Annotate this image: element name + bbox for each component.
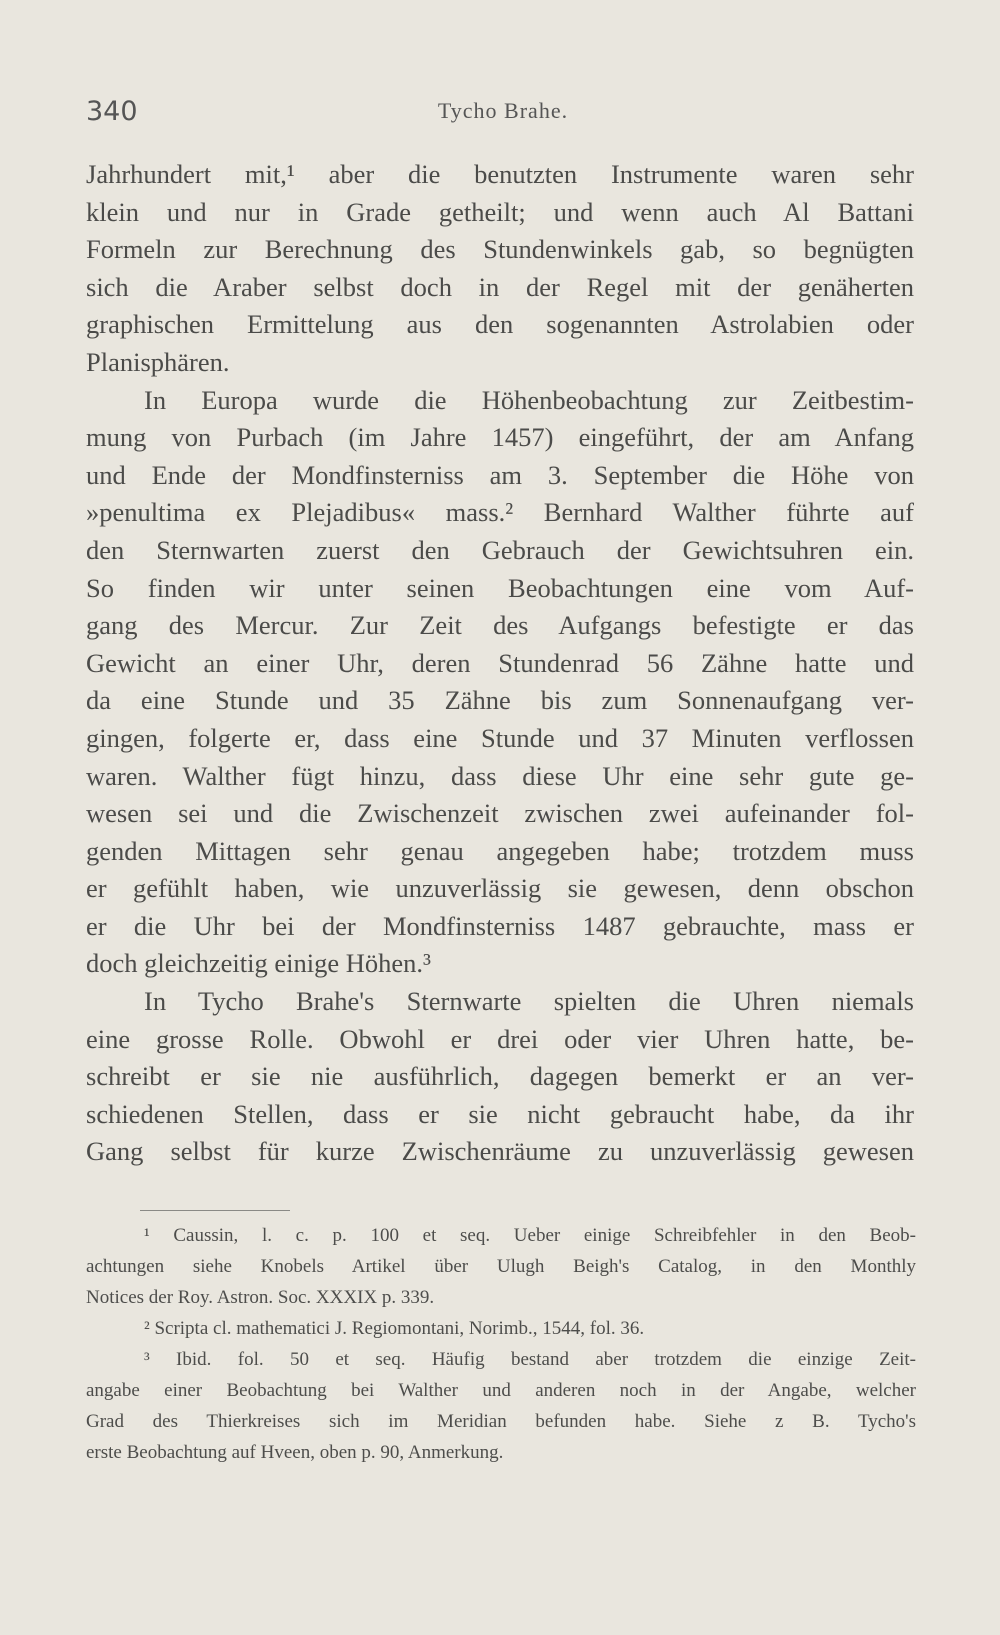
text-line: genden Mittagen sehr genau angegeben habe; trotzdem muss [86,835,914,866]
footnote-line: erste Beobachtung auf Hveen, oben p. 90, Anmerkung. [86,1442,504,1463]
footnote-line: ¹ Caussin, l. c. p. 100 et seq. Ueber einige Schreibfehler in den Beob- [144,1225,916,1246]
paragraph-1 [86,156,914,382]
text-line: schiedenen Stellen, dass er sie nicht gebraucht habe, da ihr [86,1098,914,1129]
text-line: gingen, folgerte er, dass eine Stunde und 37 Minuten verflossen [86,722,914,753]
footnote-1 [86,1220,916,1313]
text-line: und Ende der Mondfinsterniss am 3. September die Höhe von [86,459,914,490]
text-line: Planisphären. [86,346,230,377]
footnote-line: angabe einer Beobachtung bei Walther und anderen noch in der Angabe, welcher [86,1380,916,1401]
text-line: waren. Walther fügt hinzu, dass diese Uhr eine sehr gute ge- [86,760,914,791]
footnote-line: achtungen siehe Knobels Artikel über Ulugh Beigh's Catalog, in den Monthly [86,1256,916,1277]
text-line: Gang selbst für kurze Zwischenräume zu unzuverlässig gewesen [86,1136,914,1167]
footnote-line: ³ Ibid. fol. 50 et seq. Häufig bestand aber trotzdem die einzige Zeit- [144,1349,916,1370]
text-line: gang des Mercur. Zur Zeit des Aufgangs befestigte er das [86,610,914,641]
text-line: »penultima ex Plejadibus« mass.² Bernhard Walther führte auf [86,497,914,528]
text-line: sich die Araber selbst doch in der Regel mit der genäherten [86,271,914,302]
text-line: er die Uhr bei der Mondfinsterniss 1487 gebrauchte, mass er [86,910,914,941]
text-line: In Europa wurde die Höhenbeobachtung zur Zeitbestim- [144,384,914,415]
paragraph-3 [86,983,914,1171]
footnote-divider [140,1210,290,1211]
footnotes [86,1220,916,1468]
text-line: mung von Purbach (im Jahre 1457) eingeführt, der am Anfang [86,422,914,453]
text-line: Formeln zur Berechnung des Stundenwinkels gab, so begnügten [86,234,914,265]
text-line: eine grosse Rolle. Obwohl er drei oder vier Uhren hatte, be- [86,1023,914,1054]
text-line: da eine Stunde und 35 Zähne bis zum Sonnenaufgang ver- [86,685,914,716]
footnote-2 [86,1313,916,1344]
text-line: Jahrhundert mit,¹ aber die benutzten Instrumente waren sehr [86,159,914,189]
text-line: wesen sei und die Zwischenzeit zwischen zwei aufeinander fol- [86,798,914,829]
text-line: den Sternwarten zuerst den Gebrauch der Gewichtsuhren ein. [86,534,914,565]
text-line: er gefühlt haben, wie unzuverlässig sie gewesen, denn obschon [86,873,914,904]
running-head: Tycho Brahe. [437,98,569,123]
text-line: In Tycho Brahe's Sternwarte spielten die Uhren niemals [144,986,914,1017]
page-number: 340 [86,96,138,127]
paragraph-2 [86,382,914,984]
page-header [86,96,920,136]
main-text [86,156,914,1171]
footnote-line: Grad des Thierkreises sich im Meridian befunden habe. Siehe z B. Tycho's [86,1411,916,1432]
text-line: doch gleichzeitig einige Höhen.³ [86,948,431,979]
footnote-line: Notices der Roy. Astron. Soc. XXXIX p. 339. [86,1287,435,1308]
text-line: Gewicht an einer Uhr, deren Stundenrad 56 Zähne hatte und [86,647,914,678]
footnote-line: ² Scripta cl. mathematici J. Regiomontani, Norimb., 1544, fol. 36. [144,1318,645,1339]
text-line: schreibt er sie nie ausführlich, dagegen bemerkt er an ver- [86,1061,914,1092]
text-line: graphischen Ermittelung aus den sogenannten Astrolabien oder [86,309,914,340]
text-line: So finden wir unter seinen Beobachtungen eine vom Auf- [86,572,914,603]
text-line: klein und nur in Grade getheilt; und wenn auch Al Battani [86,196,914,227]
footnote-3 [86,1344,916,1468]
